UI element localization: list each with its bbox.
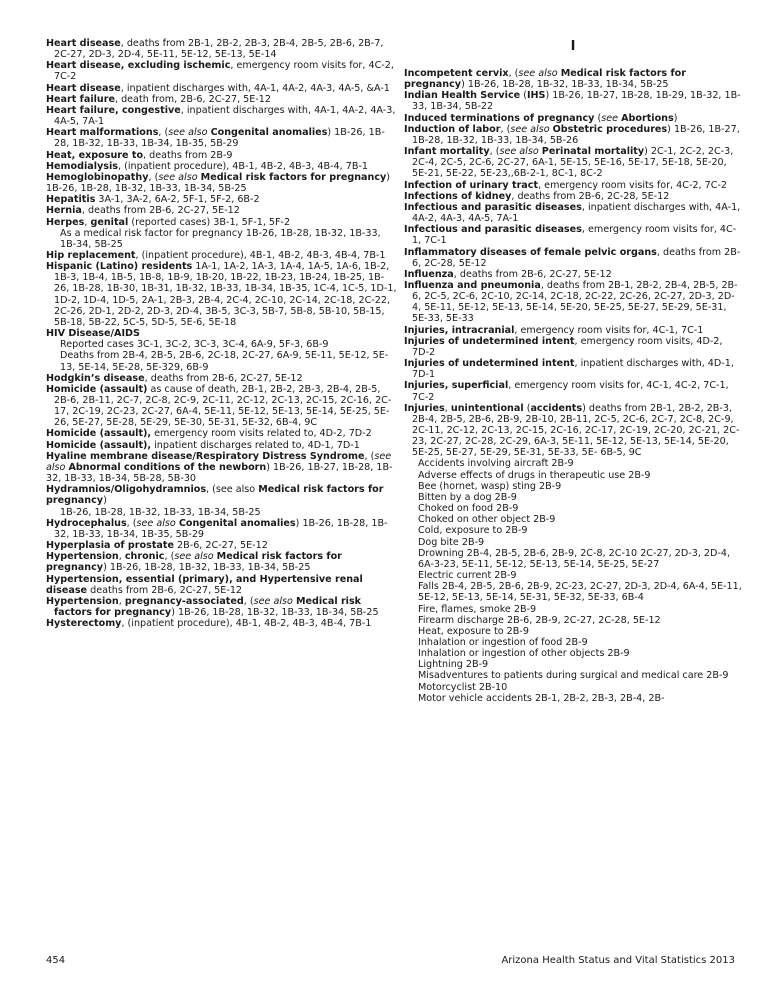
index-entry: Inhalation or ingestion of food 2B-9 xyxy=(418,636,588,648)
index-entry: Indian Health Service (IHS) 1B-26, 1B-27, 1B-28, 1B-29, 1B-32, 1B-33, 1B-34, 5B-22 xyxy=(404,90,741,113)
index-entry: Infections of kidney, deaths from 2B-6, 2C-28, 5E-12 xyxy=(404,190,670,202)
index-entry: Dog bite 2B-9 xyxy=(418,536,485,548)
index-entry: Hodgkin’s disease, deaths from 2B-6, 2C-27, 5E-12 xyxy=(46,372,303,384)
index-entry: Fire, flames, smoke 2B-9 xyxy=(418,603,537,615)
index-entry: Drowning 2B-4, 2B-5, 2B-6, 2B-9, 2C-8, 2C-10 2C-27, 2D-3, 2D-4, 6A-3-23, 5E-11, 5E-12, 5E-13, 5E-14, 5E-25, 5E-27 xyxy=(418,547,731,570)
index-entry: Heart failure, death from, 2B-6, 2C-27, 5E-12 xyxy=(46,93,272,105)
index-entry: Inhalation or ingestion of other objects 2B-9 xyxy=(418,648,630,660)
index-entry: Choked on other object 2B-9 xyxy=(418,514,556,526)
index-entry: Hepatitis 3A-1, 3A-2, 6A-2, 5F-1, 5F-2, 6B-2 xyxy=(46,194,260,206)
index-column-right xyxy=(404,38,742,704)
index-entry: Influenza and pneumonia, deaths from 2B-1, 2B-2, 2B-4, 2B-5, 2B-6, 2C-5, 2C-6, 2C-10, 2C-14, 2C-18, 2C-22, 2C-26, 2C-27, 2D-3, 2D-4, 5E-11, 5E-12, 5E-13, 5E-14, 5E-20, 5E-25, 5E-27, 5E-29, 5E-31, 5E-33, 5E-33 xyxy=(404,279,738,325)
index-entry: Heat, exposure to 2B-9 xyxy=(418,625,529,637)
index-entry: Homicide (assault) as cause of death, 2B-1, 2B-2, 2B-3, 2B-4, 2B-5, 2B-6, 2B-11, 2C-7, 2C-8, 2C-9, 2C-11, 2C-12, 2C-13, 2C-15, 2C-16, 2C-17, 2C-19, 2C-23, 2C-27, 6A-4, 5E-11, 5E-12, 5E-13, 5E-14, 5E-25, 5E-26, 5E-27, 5E-28, 5E-29, 5E-30, 5E-31, 5E-32, 6B-4, 9C xyxy=(46,383,392,429)
index-entry: Falls 2B-4, 2B-5, 2B-6, 2B-9, 2C-23, 2C-27, 2D-3, 2D-4, 6A-4, 5E-11, 5E-12, 5E-13, 5E-14, 5E-31, 5E-32, 5E-33, 6B-4 xyxy=(418,581,742,604)
index-entry: Bee (hornet, wasp) sting 2B-9 xyxy=(418,480,562,492)
index-entry: Deaths from 2B-4, 2B-5, 2B-6, 2C-18, 2C-27, 6A-9, 5E-11, 5E-12, 5E-13, 5E-14, 5E-28, 5E-329, 6B-9 xyxy=(60,350,389,373)
index-entry: Hyaline membrane disease/Respiratory Distress Syndrome, (see also Abnormal conditions of the newborn) 1B-26, 1B-27, 1B-28, 1B-32, 1B-33, 1B-34, 5B-28, 5B-30 xyxy=(46,450,393,485)
section-letter-heading: I xyxy=(570,39,576,54)
index-entry: Heart failure, congestive, inpatient discharges with, 4A-1, 4A-2, 4A-3, 4A-5, 7A-1 xyxy=(46,104,396,128)
index-entry: 1B-26, 1B-28, 1B-32, 1B-33, 1B-34, 5B-25 xyxy=(60,506,261,518)
index-entry: Induction of labor, (see also Obstetric procedures) 1B-26, 1B-27, 1B-28, 1B-32, 1B-33, 1B-34, 5B-26 xyxy=(404,123,740,146)
index-entry: Injuries, superficial, emergency room visits for, 4C-1, 4C-2, 7C-1, 7C-2 xyxy=(404,380,729,403)
index-entry: Homicide (assault), inpatient discharges related to, 4D-1, 7D-1 xyxy=(46,439,360,451)
index-entry: Heart disease, inpatient discharges with, 4A-1, 4A-2, 4A-3, 4A-5, &A-1 xyxy=(46,82,390,94)
index-entry: Injuries of undetermined intent, emergency room visits, 4D-2, 7D-2 xyxy=(404,335,723,358)
index-entry: Hysterectomy, (inpatient procedure), 4B-1, 4B-2, 4B-3, 4B-4, 7B-1 xyxy=(46,618,372,630)
index-entry: Infection of urinary tract, emergency room visits for, 4C-2, 7C-2 xyxy=(404,179,727,191)
index-entry: Hypertension, essential (primary), and Hypertensive renal disease deaths from 2B-6, 2C-27, 5E-12 xyxy=(46,573,363,596)
index-entry: Infectious and parasitic diseases, inpatient discharges with, 4A-1, 4A-2, 4A-3, 4A-5, 7A-1 xyxy=(404,201,741,225)
index-entry: Choked on food 2B-9 xyxy=(418,503,519,515)
index-entry: Reported cases 3C-1, 3C-2, 3C-3, 3C-4, 6A-9, 5F-3, 6B-9 xyxy=(60,339,329,351)
index-entry: Adverse effects of drugs in therapeutic use 2B-9 xyxy=(418,469,651,481)
index-entry: Hydrocephalus, (see also Congenital anomalies) 1B-26, 1B-28, 1B-32, 1B-33, 1B-34, 1B-35, 5B-29 xyxy=(46,517,388,540)
index-entry: Cold, exposure to 2B-9 xyxy=(418,525,528,537)
index-entry: Misadventures to patients during surgical and medical care 2B-9 xyxy=(418,670,729,682)
page-number: 454 xyxy=(46,955,66,966)
index-entry: Hyperplasia of prostate 2B-6, 2C-27, 5E-12 xyxy=(46,540,268,552)
index-entry: Bitten by a dog 2B-9 xyxy=(418,491,517,503)
publication-footer: Arizona Health Status and Vital Statistics 2013 xyxy=(501,955,735,966)
index-entry: Homicide (assault), emergency room visits related to, 4D-2, 7D-2 xyxy=(46,428,372,440)
index-entry: Heart disease, deaths from 2B-1, 2B-2, 2B-3, 2B-4, 2B-5, 2B-6, 2B-7, 2C-27, 2D-3, 2D-4, 5E-11, 5E-12, 5E-13, 5E-14 xyxy=(46,38,384,61)
index-entry: Motorcyclist 2B-10 xyxy=(418,681,508,693)
index-entry: Inflammatory diseases of female pelvic organs, deaths from 2B-6, 2C-28, 5E-12 xyxy=(404,246,741,269)
index-entry: Injuries, unintentional (accidents) deaths from 2B-1, 2B-2, 2B-3, 2B-4, 2B-5, 2B-6, 2B-9, 2B-10, 2B-11, 2C-5, 2C-6, 2C-7, 2C-8, 2C-9, 2C-11, 2C-12, 2C-13, 2C-15, 2C-16, 2C-17, 2C-19, 2C-20, 2C-21, 2C-23, 2C-27, 2C-28, 2C-29, 6A-3, 5E-11, 5E-12, 5E-13, 5E-14, 5E-20, 5E-25, 5E-27, 5E-29, 5E-31, 5E-33, 5E- 6B-5, 9C xyxy=(404,402,740,459)
index-entry: Heart malformations, (see also Congenital anomalies) 1B-26, 1B-28, 1B-32, 1B-33, 1B-34, 1B-35, 5B-29 xyxy=(46,127,385,150)
index-entry: Heart disease, excluding ischemic, emergency room visits for, 4C-2, 7C-2 xyxy=(46,60,394,83)
index-entry: Infant mortality, (see also Perinatal mortality) 2C-1, 2C-2, 2C-3, 2C-4, 2C-5, 2C-6, 2C-27, 6A-1, 5E-15, 5E-16, 5E-17, 5E-18, 5E-20, 5E-21, 5E-22, 5E-23,,6B-2-1, 8C-1, 8C-2 xyxy=(404,146,734,180)
index-entry: Injuries of undetermined intent, inpatient discharges with, 4D-1, 7D-1 xyxy=(404,358,734,381)
index-entries-right xyxy=(404,68,742,704)
index-entry: Infectious and parasitic diseases, emergency room visits for, 4C-1, 7C-1 xyxy=(404,224,737,247)
index-entry: Hypertension, pregnancy-associated, (see also Medical risk factors for pregnancy) 1B-26, 1B-28, 1B-32, 1B-33, 1B-34, 5B-25 xyxy=(46,595,379,618)
index-entry: Hispanic (Latino) residents 1A-1, 1A-2, 1A-3, 1A-4, 1A-5, 1A-6, 1B-2, 1B-3, 1B-4, 1B-5, 1B-8, 1B-9, 1B-20, 1B-22, 1B-23, 1B-24, 1B-25, 1B-26, 1B-28, 1B-30, 1B-31, 1B-32, 1B-33, 1B-34, 1B-35, 1C-4, 1C-5, 1D-1, 1D-2, 1D-4, 1D-5, 2A-1, 2B-3, 2B-4, 2C-4, 2C-10, 2C-14, 2C-18, 2C-22, 2C-26, 2D-1, 2D-2, 2D-3, 2D-4, 3B-5, 3C-3, 5B-7, 5B-8, 5B-10, 5B-15, 5B-18, 5B-22, 5C-5, 5D-5, 5E-6, 5E-18 xyxy=(46,261,397,328)
index-entry: Lightning 2B-9 xyxy=(418,659,489,671)
index-column-left xyxy=(46,38,398,629)
index-entry: Hip replacement, (inpatient procedure), 4B-1, 4B-2, 4B-3, 4B-4, 7B-1 xyxy=(46,249,386,261)
index-entry: Influenza, deaths from 2B-6, 2C-27, 5E-12 xyxy=(404,268,612,280)
index-entry: Induced terminations of pregnancy (see Abortions) xyxy=(404,112,678,124)
index-entry: Firearm discharge 2B-6, 2B-9, 2C-27, 2C-28, 5E-12 xyxy=(418,614,661,626)
index-entry: Injuries, intracranial, emergency room visits for, 4C-1, 7C-1 xyxy=(404,324,704,336)
index-entry: Electric current 2B-9 xyxy=(418,570,517,582)
index-entry: Hemodialysis, (inpatient procedure), 4B-1, 4B-2, 4B-3, 4B-4, 7B-1 xyxy=(46,160,368,172)
index-entry: As a medical risk factor for pregnancy 1B-26, 1B-28, 1B-32, 1B-33, 1B-34, 5B-25 xyxy=(60,227,381,250)
index-entry: Herpes, genital (reported cases) 3B-1, 5F-1, 5F-2 xyxy=(46,216,291,228)
index-entry: Hemoglobinopathy, (see also Medical risk factors for pregnancy) 1B-26, 1B-28, 1B-32, 1B-33, 1B-34, 5B-25 xyxy=(46,171,391,195)
index-entry: Heat, exposure to, deaths from 2B-9 xyxy=(46,149,233,161)
index-entry: HIV Disease/AIDS xyxy=(46,328,140,340)
index-entry: Motor vehicle accidents 2B-1, 2B-2, 2B-3, 2B-4, 2B- xyxy=(418,692,665,704)
index-entry: Incompetent cervix, (see also Medical risk factors for pregnancy) 1B-26, 1B-28, 1B-32, 1B-33, 1B-34, 5B-25 xyxy=(404,68,686,91)
index-entry: Hydramnios/Oligohydramnios, (see also Medical risk factors for pregnancy) xyxy=(46,484,384,507)
index-entry: Hypertension, chronic, (see also Medical risk factors for pregnancy) 1B-26, 1B-28, 1B-32, 1B-33, 1B-34, 5B-25 xyxy=(46,551,342,574)
index-entry: Accidents involving aircraft 2B-9 xyxy=(418,458,574,470)
index-entry: Hernia, deaths from 2B-6, 2C-27, 5E-12 xyxy=(46,205,240,217)
